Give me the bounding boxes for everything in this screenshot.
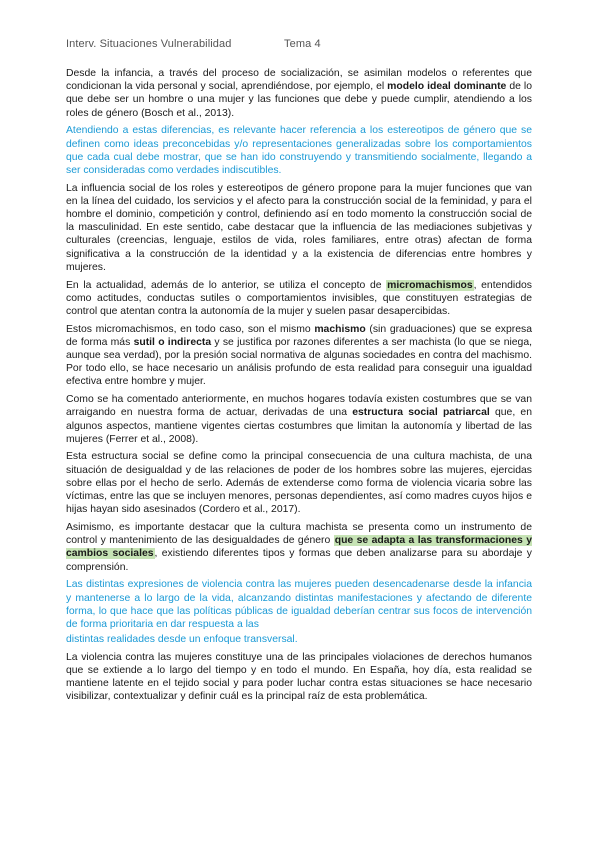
- text-run: Asimismo, es importante destacar que la cultura machista se presenta como un instrumento de control y mantenimiento de las desigualdades de género: [66, 522, 532, 547]
- paragraph: [66, 521, 532, 574]
- text-run: , existiendo diferentes tipos y formas que deben analizarse para su abordaje y comprensión.: [66, 548, 532, 573]
- highlighted-term: micromachismos: [387, 279, 473, 291]
- paragraph: [66, 450, 532, 516]
- text-run: Como se ha comentado anteriormente, en muchos hogares todavía existen costumbres que se van arraigando en nuestra forma de actuar, derivadas de una: [66, 394, 532, 419]
- document-body: [66, 67, 532, 708]
- bold-term: modelo ideal dominante: [387, 81, 507, 93]
- paragraph: [66, 182, 532, 274]
- text-run: y se justifica por razones diferentes a ser machista (lo que se niega, aunque sea verdad), por la presión social normativa de algunas sociedades en contra del machismo. Por todo ello, se hace necesario un análisis profundo de esta realidad para conseguir una igualdad efectiva entre hombre y mujer.: [66, 336, 532, 388]
- paragraph: [66, 279, 532, 319]
- header-topic: Tema 4: [284, 38, 321, 50]
- text-run: La violencia contra las mujeres constituye una de las principales violaciones de derechos humanos que se extiende a lo largo del tiempo y en todo el mundo. En España, hoy día, esta realidad se mantiene latente en el tejido social y para poder luchar contra estas situaciones se hace necesario visibilizar, contextualizar y definir cuál es la principal raíz de esta problemática.: [66, 651, 532, 703]
- paragraph: [66, 67, 532, 120]
- text-run: que, en algunos aspectos, mantiene vigentes ciertas costumbres que limitan la autonomía y libertad de las mujeres (Ferrer et al., 2008).: [66, 407, 532, 445]
- text-run: de lo que debe ser un hombre o una mujer y las funciones que debe y puede cumplir, atendiendo a los roles de género (Bosch et al., 2013).: [66, 81, 532, 119]
- paragraph: [66, 393, 532, 446]
- text-run: Desde la infancia, a través del proceso de socialización, se asimilan modelos o referentes que condicionan la vida personal y social, aprendiéndose, por ejemplo, el: [66, 68, 532, 93]
- paragraph: [66, 323, 532, 389]
- bold-term: estructura social patriarcal: [352, 407, 490, 419]
- text-run: En la actualidad, además de lo anterior, se utiliza el concepto de: [66, 279, 387, 291]
- text-run: (sin graduaciones) que se expresa de forma más: [66, 323, 532, 348]
- header-subject: Interv. Situaciones Vulnerabilidad: [66, 38, 232, 50]
- text-run: , entendidos como actitudes, conductas sutiles o comportamientos invisibles, que constituyen estrategias de control que atentan contra la autonomía de la mujer y suelen pasar desapercibidas.: [66, 279, 532, 317]
- paragraph: [66, 124, 532, 177]
- page-header: [66, 38, 321, 50]
- text-run: La influencia social de los roles y estereotipos de género propone para la mujer funciones que van en la línea del cuidado, los servicios y el afecto para la construcción social de la feminidad, y para el hombre el dominio, competición y control, definiendo así en todo momento la construcción social de la masculinidad. En este sentido, cabe destacar que la influencia de las mediaciones subjetivas y culturales (creencias, lenguaje, estilos de vida, roles familiares, entre otras) afectan de forma significativa a la construcción de la identidad y a la existencia de diferencias entre hombres y mujeres.: [66, 182, 532, 273]
- bold-term: machismo: [314, 323, 366, 335]
- text-run: Atendiendo a estas diferencias, es relevante hacer referencia a los estereotipos de género que se definen como ideas preconcebidas y/o representaciones generalizadas sobre los comportamientos que cada cual debe mostrar, que se han ido construyendo y transmitiendo socialmente, llegando a ser consideradas como verdades indiscutibles.: [66, 125, 532, 176]
- paragraph: [66, 651, 532, 704]
- paragraph: [66, 578, 532, 631]
- text-run: distintas realidades desde un enfoque transversal.: [66, 634, 298, 646]
- bold-term: sutil o indirecta: [133, 336, 212, 348]
- text-run: Estos micromachismos, en todo caso, son el mismo: [66, 323, 315, 335]
- text-run: Esta estructura social se define como la principal consecuencia de una cultura machista, de una situación de desigualdad y de las relaciones de poder de los hombres sobre las mujeres, ejercidas sobre ellas por el hecho de serlo. Además de extenderse como forma de violencia vicaria sobre las víctimas, entre las que se incluyen menores, personas dependientes, así como madres cuyos hijos e hijas hayan sido asesinados (Cordero et al., 2017).: [66, 451, 532, 516]
- text-run: Las distintas expresiones de violencia contra las mujeres pueden desencadenarse desde la infancia y mantenerse a lo largo de la vida, alcanzando distintas manifestaciones y afectando de diferente forma, lo que hace que las políticas públicas de igualdad deberían centrar sus focos de intervención de forma prioritaria en dar respuesta a las: [66, 579, 532, 630]
- paragraph: [66, 633, 532, 646]
- highlighted-term: que se adapta a las transformaciones y cambios sociales: [66, 535, 532, 560]
